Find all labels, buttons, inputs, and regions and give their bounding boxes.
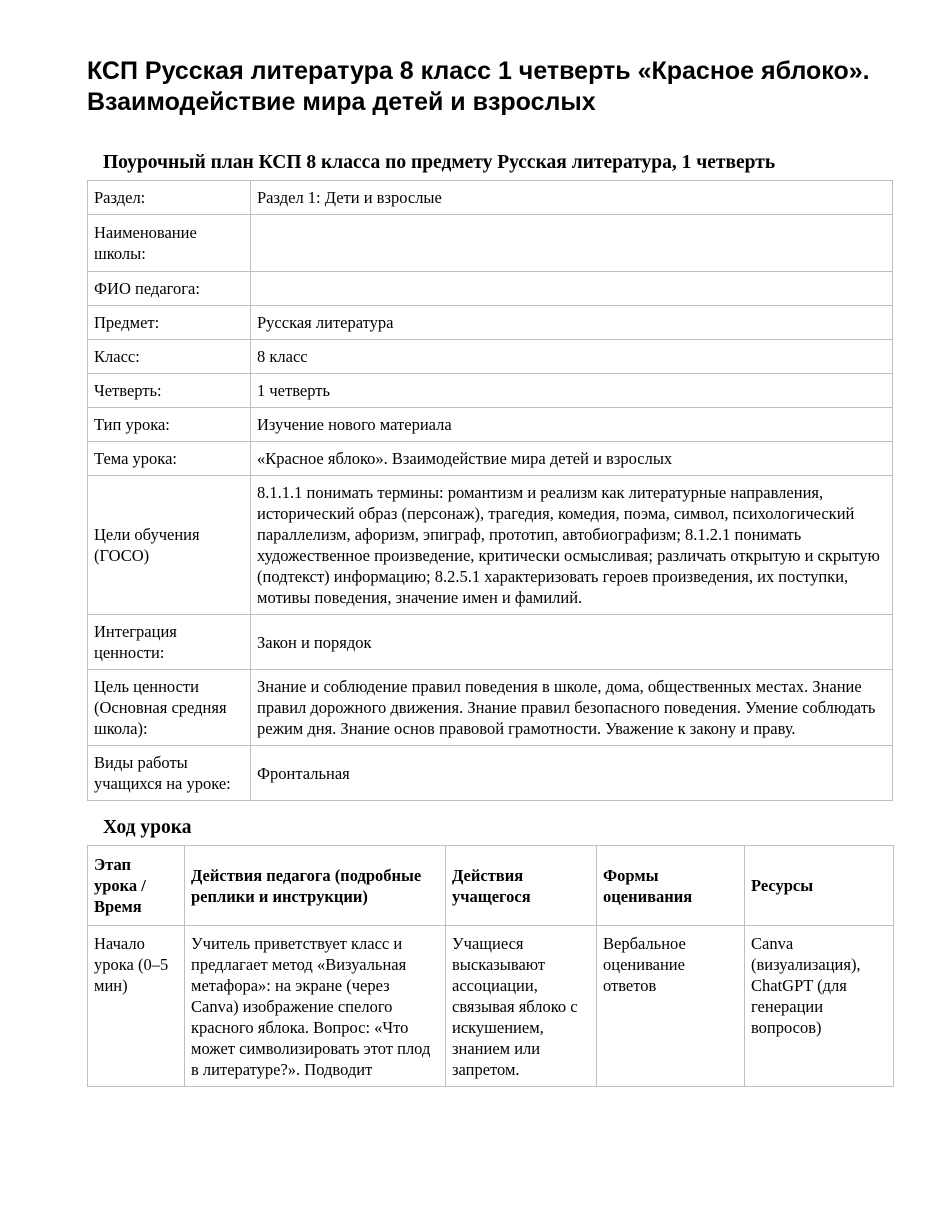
info-row: [88, 476, 893, 615]
document-title: КСП Русская литература 8 класс 1 четверть «Красное яблоко». Взаимодействие мира детей и взрослых: [87, 57, 870, 116]
info-label: Цели обучения (ГОСО): [88, 476, 251, 615]
info-label: ФИО педагога:: [88, 272, 251, 306]
column-header: Действия учащегося: [446, 846, 597, 926]
lesson-progress-heading: Ход урока: [103, 817, 192, 838]
info-value: [251, 215, 893, 272]
info-row: [88, 615, 893, 670]
info-row: [88, 746, 893, 801]
info-value: [251, 272, 893, 306]
info-row: [88, 272, 893, 306]
info-label: Цель ценности (Основная средняя школа):: [88, 670, 251, 746]
lesson-progress-table: [87, 845, 894, 1087]
document-page: [87, 56, 893, 1087]
info-label: Раздел:: [88, 181, 251, 215]
info-value: «Красное яблоко». Взаимодействие мира детей и взрослых: [251, 442, 893, 476]
info-value: Закон и порядок: [251, 615, 893, 670]
info-label: Предмет:: [88, 306, 251, 340]
info-label: Виды работы учащихся на уроке:: [88, 746, 251, 801]
info-label: Тема урока:: [88, 442, 251, 476]
info-row: [88, 306, 893, 340]
table-header-row: [88, 846, 894, 926]
column-header: Действия педагога (подробные реплики и инструкции): [185, 846, 446, 926]
info-value: 8 класс: [251, 340, 893, 374]
info-label: Наименование школы:: [88, 215, 251, 272]
info-value: 1 четверть: [251, 374, 893, 408]
column-header: Этап урока / Время: [88, 846, 185, 926]
info-value: Русская литература: [251, 306, 893, 340]
info-row: [88, 670, 893, 746]
info-label: Класс:: [88, 340, 251, 374]
info-label: Тип урока:: [88, 408, 251, 442]
table-cell: Canva (визуализация), ChatGPT (для генерации вопросов): [745, 926, 894, 1087]
info-value: 8.1.1.1 понимать термины: романтизм и реализм как литературные направления, исторический образ (персонаж), трагедия, комедия, поэма, символ, психологический параллелизм, афоризм, эпиграф, прототип, автобиографизм; 8.1.2.1 понимать художественное произведение, критически осмысливая; различать открытую и скрытую (подтекст) информацию; 8.2.5.1 характеризовать героев произведения, их поступки, мотивы поведения, значение имен и фамилий.: [251, 476, 893, 615]
table-cell: Учащиеся высказывают ассоциации, связывая яблоко с искушением, знанием или запретом.: [446, 926, 597, 1087]
column-header: Формы оценивания: [597, 846, 745, 926]
info-row: [88, 181, 893, 215]
table-cell: Вербальное оценивание ответов: [597, 926, 745, 1087]
info-value: Фронтальная: [251, 746, 893, 801]
info-label: Четверть:: [88, 374, 251, 408]
table-cell: Начало урока (0–5 мин): [88, 926, 185, 1087]
info-value: Раздел 1: Дети и взрослые: [251, 181, 893, 215]
info-value: Знание и соблюдение правил поведения в школе, дома, общественных местах. Знание правил дорожного движения. Знание правил безопасного поведения. Умение соблюдать режим дня. Знание основ правовой грамотности. Уважение к закону и праву.: [251, 670, 893, 746]
info-row: [88, 215, 893, 272]
info-row: [88, 442, 893, 476]
column-header: Ресурсы: [745, 846, 894, 926]
info-row: [88, 408, 893, 442]
info-row: [88, 340, 893, 374]
table-row: [88, 926, 894, 1087]
lesson-info-table: [87, 180, 893, 801]
plan-subtitle: Поурочный план КСП 8 класса по предмету Русская литература, 1 четверть: [103, 152, 776, 173]
info-row: [88, 374, 893, 408]
info-value: Изучение нового материала: [251, 408, 893, 442]
table-cell: Учитель приветствует класс и предлагает метод «Визуальная метафора»: на экране (через Canva) изображение спелого красного яблока. Вопрос: «Что может символизировать этот плод в литературе?». Подводит: [185, 926, 446, 1087]
info-label: Интеграция ценности:: [88, 615, 251, 670]
